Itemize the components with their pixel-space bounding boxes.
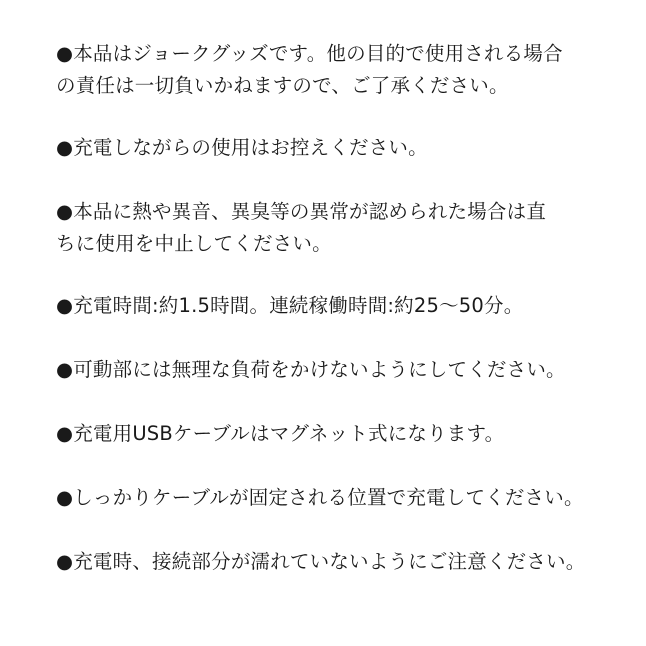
notice-line: ●可動部には無理な負荷をかけないようにしてください。: [56, 358, 566, 381]
notice-line: ●本品はジョークグッズです。他の目的で使用される場合: [56, 42, 563, 65]
notice-line: の責任は一切負いかねますので、ご了承ください。: [56, 74, 509, 97]
notice-stop-on-abnormality: [56, 196, 616, 260]
notice-line: ●充電用USBケーブルはマグネット式になります。: [56, 422, 505, 445]
notice-no-use-while-charging: [56, 132, 616, 164]
notice-magnetic-usb-cable: [56, 418, 616, 450]
notice-no-excess-load: [56, 354, 616, 386]
notice-secure-cable: [56, 482, 616, 514]
notice-line: ちに使用を中止してください。: [56, 232, 332, 255]
notice-line: ●本品に熱や異音、異臭等の異常が認められた場合は直: [56, 200, 547, 223]
notice-line: ●充電時間:約1.5時間。連続稼働時間:約25〜50分。: [56, 294, 524, 317]
notice-line: ●充電時、接続部分が濡れていないようにご注意ください。: [56, 550, 586, 573]
notice-joke-goods: [56, 38, 616, 102]
notice-charging-time: [56, 290, 616, 322]
notice-line: ●充電しながらの使用はお控えください。: [56, 136, 428, 159]
notice-line: ●しっかりケーブルが固定される位置で充電してください。: [56, 486, 584, 509]
notice-keep-connector-dry: [56, 546, 616, 578]
notice-list: [56, 38, 616, 578]
